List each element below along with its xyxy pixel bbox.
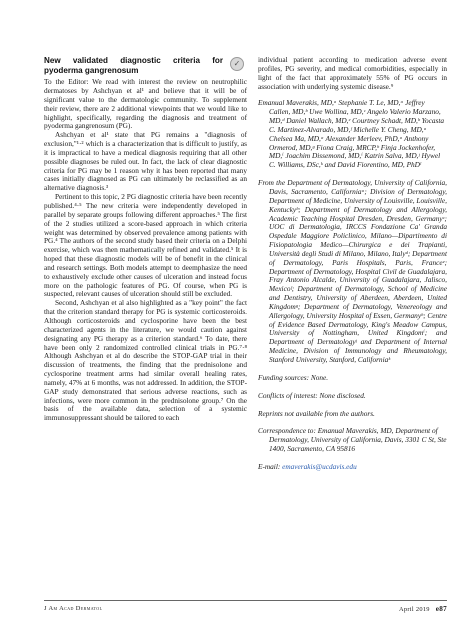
body-paragraph-continued: individual patient according to medication adverse event profiles, PG severity, and medical comorbidities, especially in light of the fact that approximately 55% of PG occurs in association with underlying systemic disease.⁹ xyxy=(258,55,447,91)
body-paragraph-1: To the Editor: We read with interest the review on neutrophilic dermatoses by Ashchyan et al¹ and believe that it will be of significant value to the dermatologic community. To supplement their review, there are 2 additional viewpoints that we would like to highlight, specifically, regarding the diagnosis and treatment of pyoderma gangrenosum (PG). xyxy=(44,77,247,131)
reprints-note: Reprints not available from the authors. xyxy=(258,408,375,418)
author-affiliations: From the Department of Dermatology, University of California, Davis, Sacramento, Californiaᵃ; Division of Dermatology, Department of Medicine, University of Louisville, Louisville, Kentuckyᵇ; Department of Dermatology and Allergology, Academic Teaching Hospital Dresden, Dresden, Germanyᶜ; UOC di Dermatologia, IRCCS Fondazione Ca' Granda Ospedale Maggiore Policlinico, Milano—Dipartimento di Fisiopatologia Medico—Chirurgica e dei Trapianti, Università degli Studi di Milano, Milano, Italyᵈ; Department of Dermatology, Paris Hospitals, Paris, Franceᵉ; Department of Dermatology, Hospital Civil de Guadalajara, Fray Antonio Alcalde, University of Guadalajara, Jalisco, Mexicoᶠ; Department of Dermatology, School of Medicine and Dentistry, University of Aberdeen, Aberdeen, United Kingdomᵍ; Department of Dermatology, Venereology and Allergology, University Hospital of Essen, Germanyʰ; Centre of Evidence Based Dermatology, King's Meadow Campus, University of Nottingham, United Kingdomⁱ; and Department of Dermatologyʲ and Department of Internal Medicine, Division of Immunology and Rheumatology, Stanford University, Stanford, Californiaᵏ xyxy=(258,178,447,364)
issue-date: April 2019 xyxy=(398,606,430,613)
article-title: New validated diagnostic criteria for pyoderma gangrenosum xyxy=(44,56,223,75)
footer-issue-page xyxy=(399,604,447,615)
check-for-updates-icon[interactable]: ✓ xyxy=(230,57,244,71)
article-header xyxy=(44,56,247,75)
conflicts-note: Conflicts of interest: None disclosed. xyxy=(258,390,366,400)
body-paragraph-4: Second, Ashchyan et al also highlighted as a "key point" the fact that the criterion standard therapy for PG is systemic corticosteroids. Although corticosteroids and cyclosporine have been the best characterized agents in the literature, we would caution against designating any PG therapy as a criterion standard.⁶ To date, there have been only 2 randomized controlled clinical trials in PG.⁷·⁸ Although Ashchyan et al do describe the STOP-GAP trial in their discussion of treatments, the finding that the prednisolone and cyclosporine treatment arms had similar overall healing rates, namely, 47% at 6 months, was not addressed. In addition, the STOP-GAP study demonstrated that serious adverse reactions, such as infections, were more common in the prednisolone group.⁷ On the basis of the available data, selection of a systemic immunosuppressant should be tailored to each xyxy=(44,298,247,423)
email-line xyxy=(258,463,447,472)
page-number: e87 xyxy=(435,605,447,613)
body-paragraph-2: Ashchyan et al¹ state that PG remains a "diagnosis of exclusion,"¹·² which is a characterization that is difficult to justify, as it is impractical to have a medical diagnosis requiring that all other possible diagnoses be ruled out. In fact, the lack of clear diagnostic criteria for PG may be 1 reason why it has been reported that many cases initially diagnosed as PG can ultimately be reclassified as an alternative diagnosis.³ xyxy=(44,130,247,193)
author-list: Emanual Maverakis, MD,ᵃ Stephanie T. Le, MD,ᵃ Jeffrey Callen, MD,ᵇ Uwe Wollina, MD,ᶜ Angelo Valerio Marzano, MD,ᵈ Daniel Wallach, MD,ᵉ Courtney Schadt, MD,ᵇ Yocasta C. Martinez-Alvarado, MD,ᶠ Michelle Y. Cheng, MD,ᵃ Chelsea Ma, MD,ᵃ Alexander Merleev, PhD,ᵃ Anthony Ormerod, MD,ᵍ Fiona Craig, MRCP,ʰ Finja Jockenhofer, MD,ⁱ Joachim Dissemond, MD,ⁱ Katrin Salva, MD,ʲ Hywel C. Williams, DSc,ᵏ and David Fiorentino, MD, PhDˡ xyxy=(258,98,445,170)
correspondence-address: Correspondence to: Emanual Maverakis, MD, Department of Dermatology, University of California, Davis, 3301 C St, Ste 1400, Sacramento, CA 95816 xyxy=(258,426,447,454)
page-footer xyxy=(44,600,447,613)
left-column xyxy=(44,56,247,423)
email-label: E-mail: xyxy=(258,461,281,471)
body-paragraph-3: Pertinent to this topic, 2 PG diagnostic criteria have been recently published.⁴·⁵ The new criteria were independently developed in parallel by separate groups following different approaches.⁵ The first of the 2 studies utilized a score-based approach in which criteria weight was determined by observed prevalence among patients with PG.⁴ The authors of the second study based their criteria on a Delphi exercise, which was then mathematically refined and validated.⁵ It is hoped that these diagnostic models will be of benefit in the clinical and research settings. Both models attempt to deemphasize the need to exhaustively exclude other causes of ulceration and instead focus more on the pathologic features of PG. Of course, when PG is suspected, relevant causes of ulceration should still be excluded. xyxy=(44,192,247,299)
right-column xyxy=(247,56,447,472)
email-link[interactable]: emaverakis@ucdavis.edu xyxy=(282,461,357,471)
journal-name: J Am Acad Dermatol xyxy=(44,605,103,612)
funding-note: Funding sources: None. xyxy=(258,372,329,382)
